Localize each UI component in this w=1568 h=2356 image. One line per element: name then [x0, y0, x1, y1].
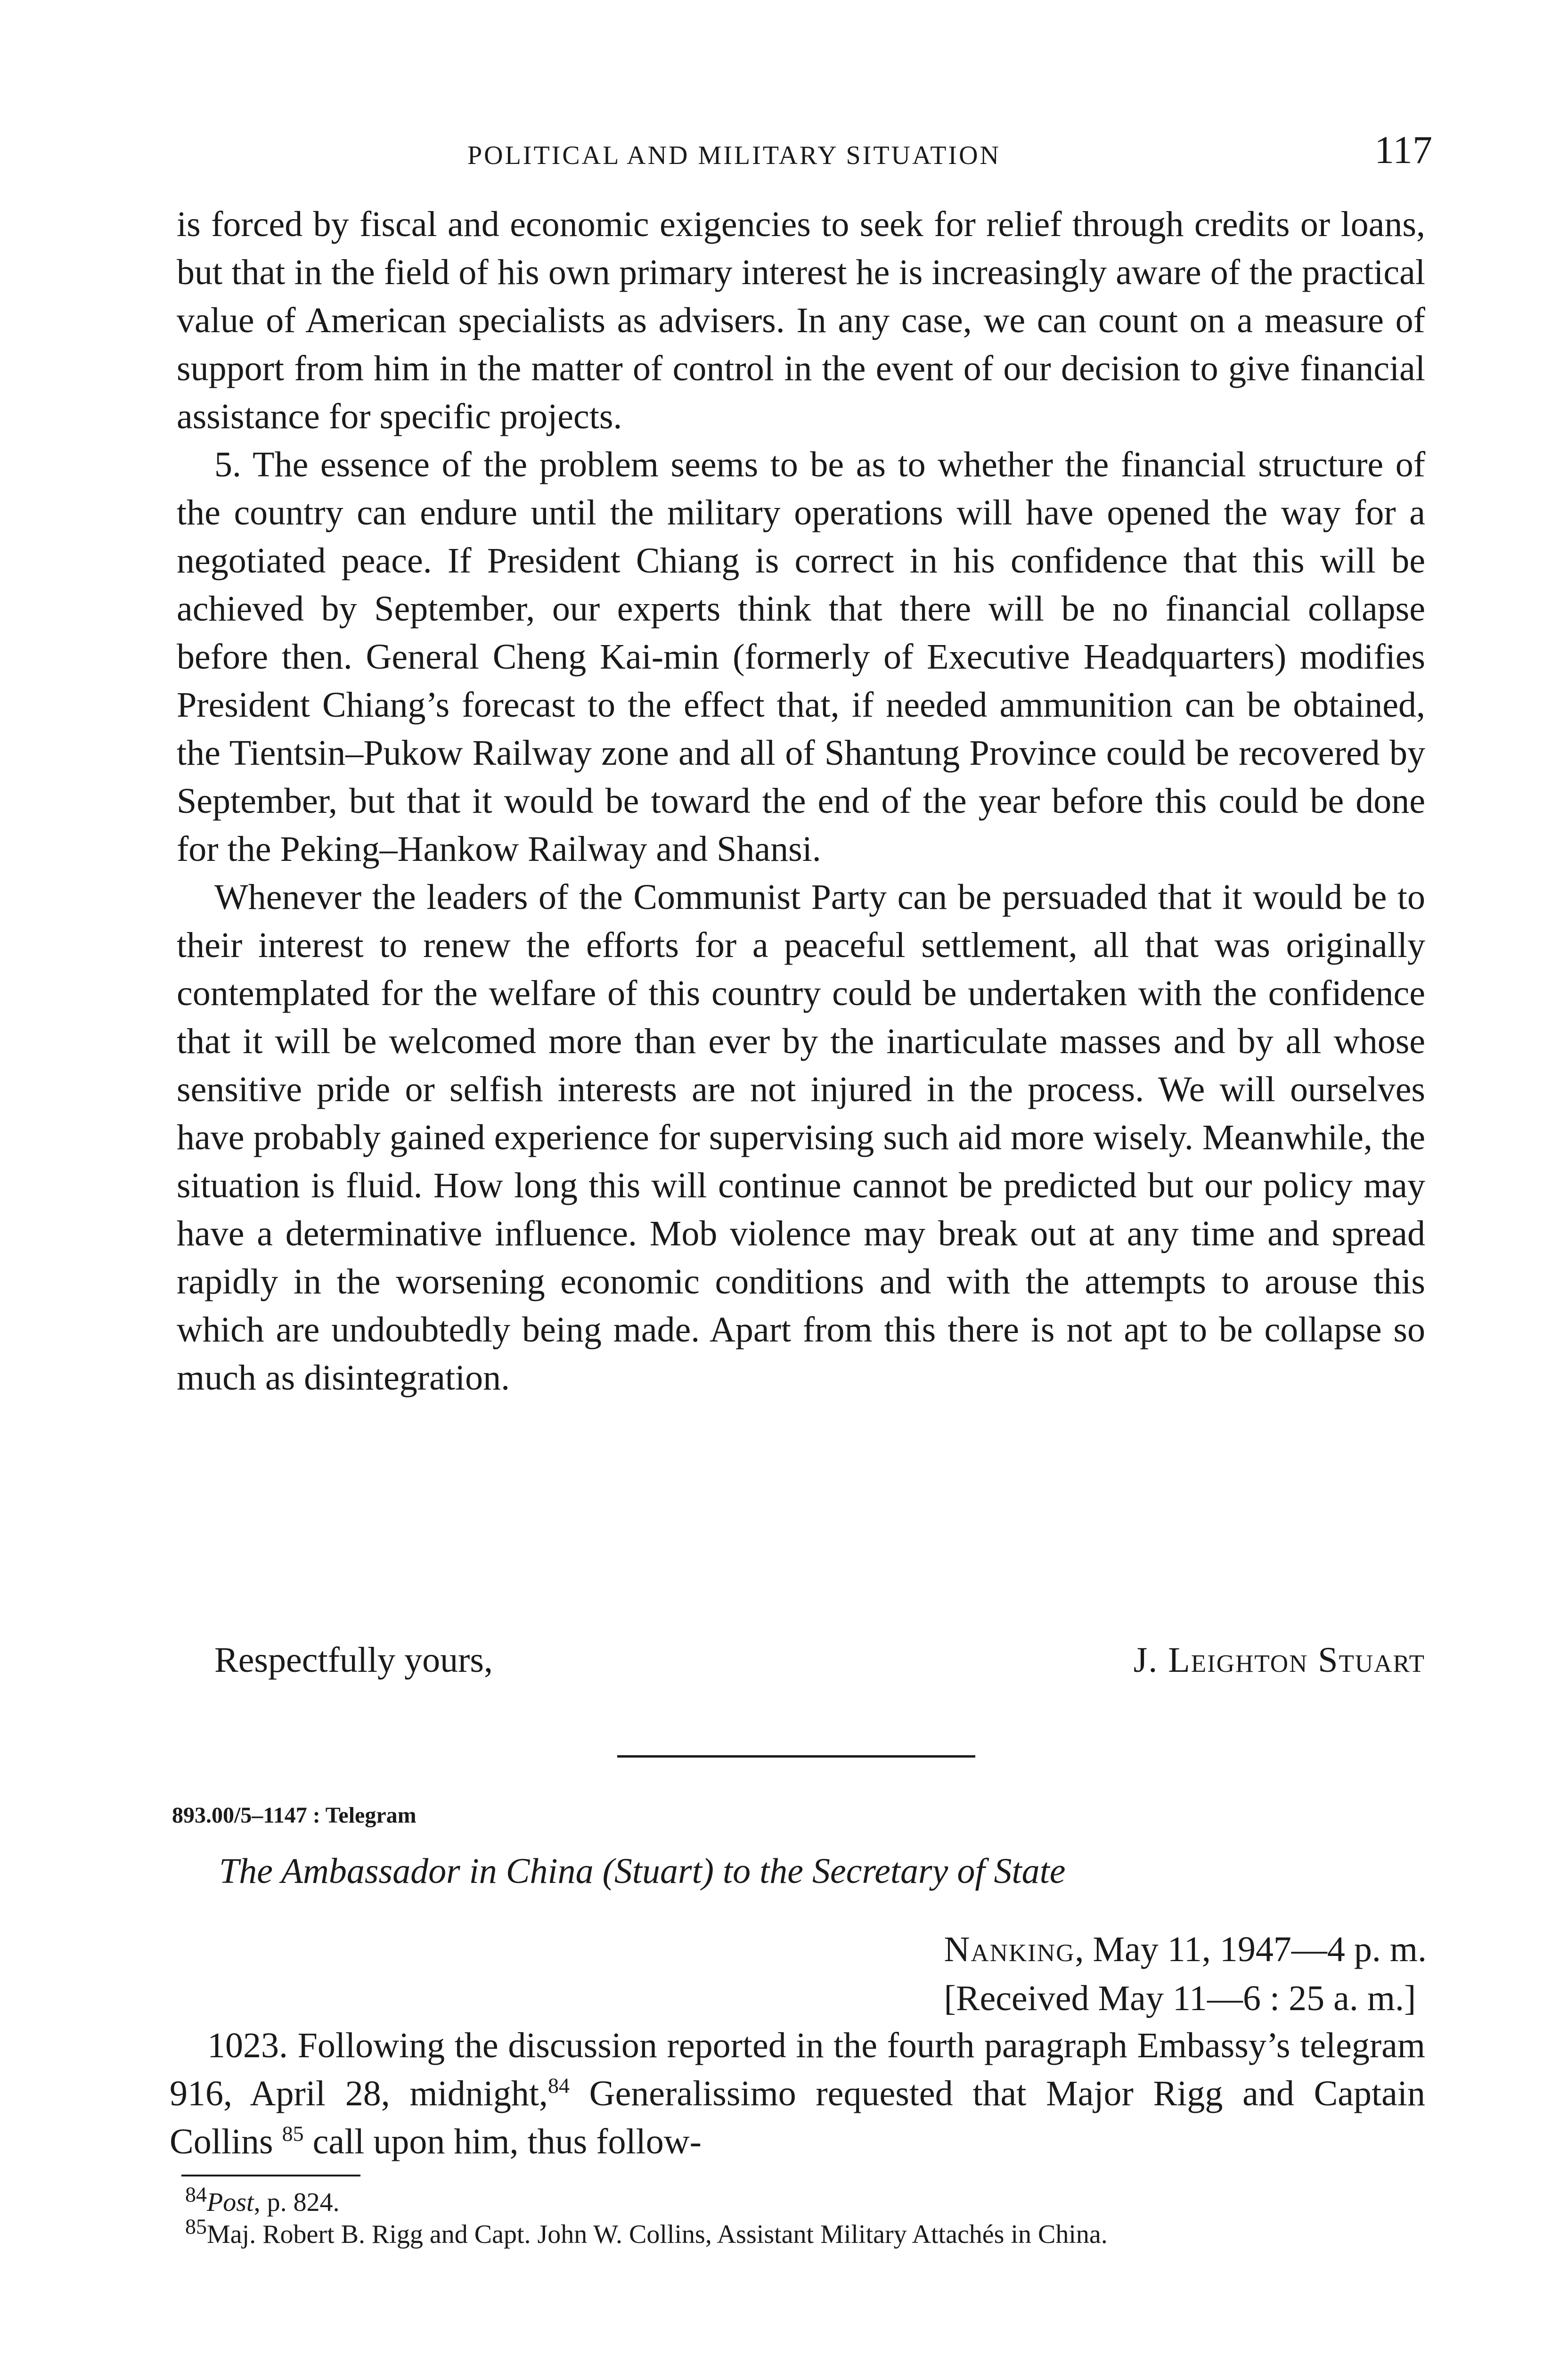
footnote-ref-85: 85 — [282, 2121, 304, 2146]
dateline-received: [Received May 11—6 : 25 a. m.] — [944, 1979, 1416, 2018]
paragraph-whenever: Whenever the leaders of the Communist Party can be persuaded that it would be to their interest to renew the efforts for a peaceful settlement, all that was originally contemplated for the welfare of this country could be undertaken with the confidence that it will be welcomed more than ever by the inarticulate masses and by all whose sensitive pride or selfish interests are not injured in the process. We will ourselves have probably gained experience for supervising such aid more wisely. Meanwhile, the situation is fluid. How long this will continue cannot be predicted but our policy may have a determinative influence. Mob violence may break out at any time and spread rapidly in the worsening economic conditions and with the attempts to arouse this which are undoubtedly being made. Apart from this there is not apt to be collapse so much as disintegration. — [177, 877, 1425, 1398]
footnote-84 — [172, 2182, 1425, 2218]
running-title: POLITICAL AND MILITARY SITUATION — [467, 141, 1001, 170]
letter-closing — [214, 1640, 1425, 1692]
telegram-body — [170, 2021, 1425, 2166]
footnote-divider — [181, 2175, 360, 2176]
dateline-place: Nanking — [944, 1930, 1075, 1969]
footnote-85-text: Maj. Robert B. Rigg and Capt. John W. Collins, Assistant Military Attachés in China. — [207, 2220, 1108, 2249]
footnote-number-85: 85 — [185, 2214, 207, 2239]
footnote-84-text: , p. 824. — [253, 2188, 340, 2217]
dateline-date: , May 11, 1947—4 p. m. — [1075, 1930, 1427, 1969]
footnote-number-84: 84 — [185, 2182, 207, 2207]
footnote-84-italic: Post — [207, 2188, 254, 2217]
dateline-sent — [944, 1925, 1427, 1974]
footnote-ref-84: 84 — [547, 2073, 570, 2098]
page-number: 117 — [1374, 128, 1432, 172]
dateline — [944, 1925, 1427, 2023]
file-reference: 893.00/5–1147 : Telegram — [172, 1803, 416, 1828]
letter-body — [177, 200, 1425, 1402]
telegram-text-3: call upon him, thus follow- — [303, 2122, 702, 2161]
footnote-85 — [172, 2214, 1425, 2250]
section-divider — [617, 1755, 975, 1758]
telegram-text-2: Generalissimo requested that Major Rigg and Captain Collins — [170, 2074, 1425, 2161]
footnotes — [172, 2182, 1425, 2250]
paragraph-continuation: is forced by fiscal and economic exigencies to seek for relief through credits or loans, but that in the field of his own primary interest he is increasingly aware of the practical value of American specialists as advisers. In any case, we can count on a measure of support from him in the matter of control in the event of our decision to give financial assistance for specific projects. — [177, 205, 1425, 436]
signature: J. Leighton Stuart — [1133, 1640, 1425, 1680]
paragraph-5: 5. The essence of the problem seems to be as to whether the financial structure of the country can endure until the military operations will have opened the way for a negotiated peace. If President Chiang is correct in his confidence that this will be achieved by September, our experts think that there will be no financial collapse before then. General Cheng Kai-min (formerly of Executive Headquarters) modifies President Chiang’s forecast to the effect that, if needed ammunition can be obtained, the Tientsin–Pukow Railway zone and all of Shantung Province could be recovered by September, but that it would be toward the end of the year before this could be done for the Peking–Hankow Railway and Shansi. — [177, 445, 1425, 869]
running-header — [179, 127, 1432, 174]
salutation: Respectfully yours, — [214, 1640, 493, 1680]
telegram-text-1: 1023. Following the discussion reported in the fourth paragraph Embassy’s telegram 916, April 28, midnight, — [170, 2026, 1425, 2113]
document-title: The Ambassador in China (Stuart) to the Secretary of State — [219, 1851, 1066, 1891]
telegram-paragraph — [170, 2021, 1425, 2166]
